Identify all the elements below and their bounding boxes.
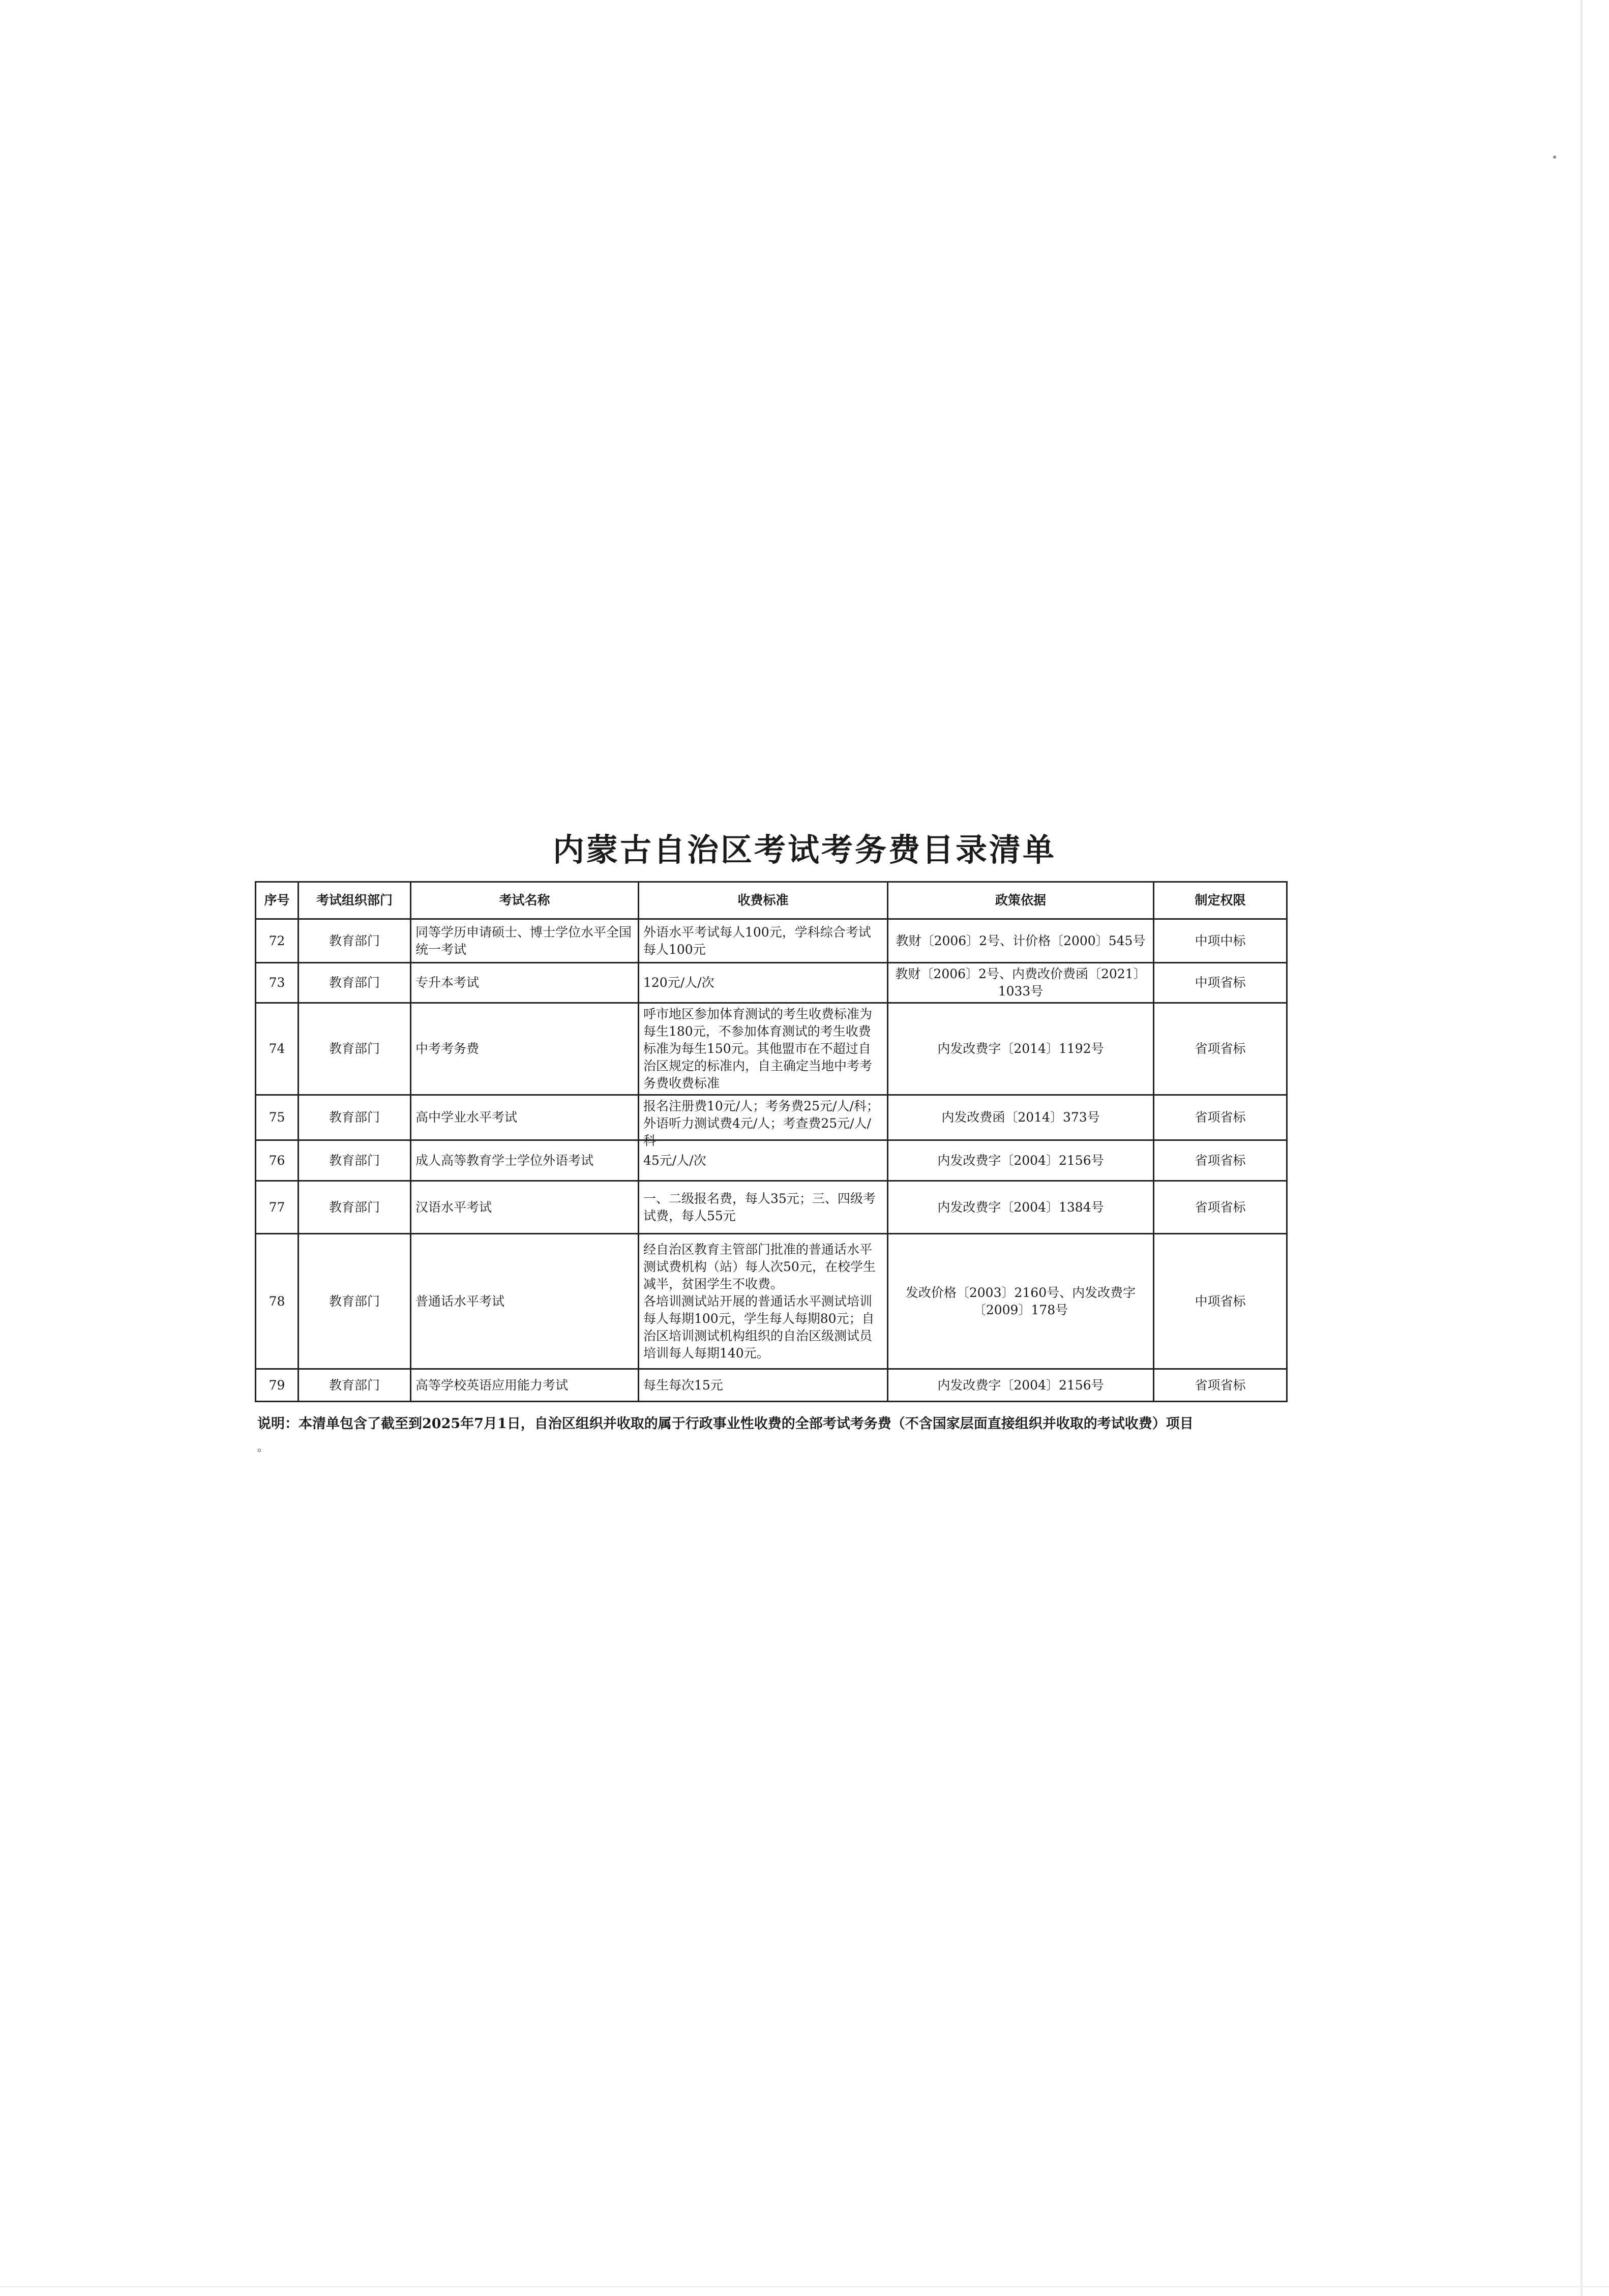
row-policy-basis: 内发改费函〔2014〕373号 [888,1095,1154,1140]
scan-bottom-edge [0,2286,1609,2287]
table-row [256,1369,1287,1402]
column-header-authority: 制定权限 [1154,882,1287,919]
row-policy-basis: 发改价格〔2003〕2160号、内发改费字〔2009〕178号 [888,1234,1154,1369]
footnote: 说明：本清单包含了截至到2025年7月1日，自治区组织并收取的属于行政事业性收费的全部考试考务费（不含国家层面直接组织并收取的考试收费）项目 [257,1416,1194,1432]
row-exam-name: 中考考务费 [411,1003,639,1095]
row-exam-name: 专升本考试 [411,963,639,1003]
table-row [256,1003,1287,1095]
row-authority: 省项省标 [1154,1095,1287,1140]
table-row [256,919,1287,963]
row-dept: 教育部门 [299,919,411,963]
fee-catalog-table [255,881,1288,1402]
scan-edge [1581,0,1583,2296]
row-policy-basis: 内发改费字〔2004〕2156号 [888,1369,1154,1402]
row-authority: 省项省标 [1154,1140,1287,1181]
column-header-policy-basis: 政策依据 [888,882,1154,919]
row-dept: 教育部门 [299,1140,411,1181]
row-fee-standard: 每生每次15元 [639,1369,888,1402]
table-row [256,1095,1287,1140]
table-row [256,1181,1287,1234]
scan-speck [1553,156,1556,159]
row-fee-standard: 45元/人/次 [639,1140,888,1181]
column-header-exam-name: 考试名称 [411,882,639,919]
row-authority: 中项省标 [1154,1234,1287,1369]
row-policy-basis: 内发改费字〔2004〕1384号 [888,1181,1154,1234]
row-dept: 教育部门 [299,1095,411,1140]
row-dept: 教育部门 [299,963,411,1003]
footnote-tail: 。 [257,1441,269,1454]
row-fee-standard [639,1095,888,1148]
row-dept: 教育部门 [299,1181,411,1234]
row-fee-standard: 呼市地区参加体育测试的考生收费标准为每生180元，不参加体育测试的考生收费标准为每生150元。其他盟市在不超过自治区规定的标准内，自主确定当地中考考务费收费标准 [639,1003,888,1095]
table-row [256,963,1287,1003]
row-exam-name: 成人高等教育学士学位外语考试 [411,1140,639,1181]
column-header-fee-standard: 收费标准 [639,882,888,919]
row-dept: 教育部门 [299,1234,411,1369]
row-no: 73 [256,963,299,1003]
row-policy-basis: 教财〔2006〕2号、内费改价费函〔2021〕1033号 [888,963,1154,1003]
row-dept: 教育部门 [299,1003,411,1095]
row-no: 75 [256,1095,299,1140]
row-exam-name: 汉语水平考试 [411,1181,639,1234]
row-exam-name: 高中学业水平考试 [411,1095,639,1140]
row-authority: 中项省标 [1154,963,1287,1003]
row-exam-name: 高等学校英语应用能力考试 [411,1369,639,1402]
row-fee-standard: 外语水平考试每人100元，学科综合考试每人100元 [639,919,888,963]
row-authority: 省项省标 [1154,1369,1287,1402]
table-row [256,1234,1287,1369]
row-fee-standard-text: 报名注册费10元/人；考务费25元/人/科；外语听力测试费4元/人；考查费25元/人/科 [643,1099,879,1148]
column-header-dept: 考试组织部门 [299,882,411,919]
row-no: 72 [256,919,299,963]
row-fee-standard: 120元/人/次 [639,963,888,1003]
row-exam-name: 普通话水平考试 [411,1234,639,1369]
row-exam-name: 同等学历申请硕士、博士学位水平全国统一考试 [411,919,639,963]
row-fee-standard: 一、二级报名费，每人35元；三、四级考试费，每人55元 [639,1181,888,1234]
row-no: 77 [256,1181,299,1234]
row-no: 79 [256,1369,299,1402]
document-title: 内蒙古自治区考试考务费目录清单 [552,831,1056,868]
column-header-no: 序号 [256,882,299,919]
row-dept: 教育部门 [299,1369,411,1402]
table-row [256,1140,1287,1181]
row-authority: 省项省标 [1154,1003,1287,1095]
row-no: 74 [256,1003,299,1095]
row-no: 78 [256,1234,299,1369]
table-header-row [256,882,1287,919]
row-authority: 中项中标 [1154,919,1287,963]
row-policy-basis: 内发改费字〔2004〕2156号 [888,1140,1154,1181]
row-authority: 省项省标 [1154,1181,1287,1234]
row-policy-basis: 内发改费字〔2014〕1192号 [888,1003,1154,1095]
row-fee-standard: 经自治区教育主管部门批准的普通话水平测试费机构（站）每人次50元，在校学生减半，贫困学生不收费。 各培训测试站开展的普通话水平测试培训每人每期100元，学生每人每期80元；自治区培训测试机构组织的自治区级测试员培训每人每期140元。 [639,1234,888,1369]
row-no: 76 [256,1140,299,1181]
row-policy-basis: 教财〔2006〕2号、计价格〔2000〕545号 [888,919,1154,963]
